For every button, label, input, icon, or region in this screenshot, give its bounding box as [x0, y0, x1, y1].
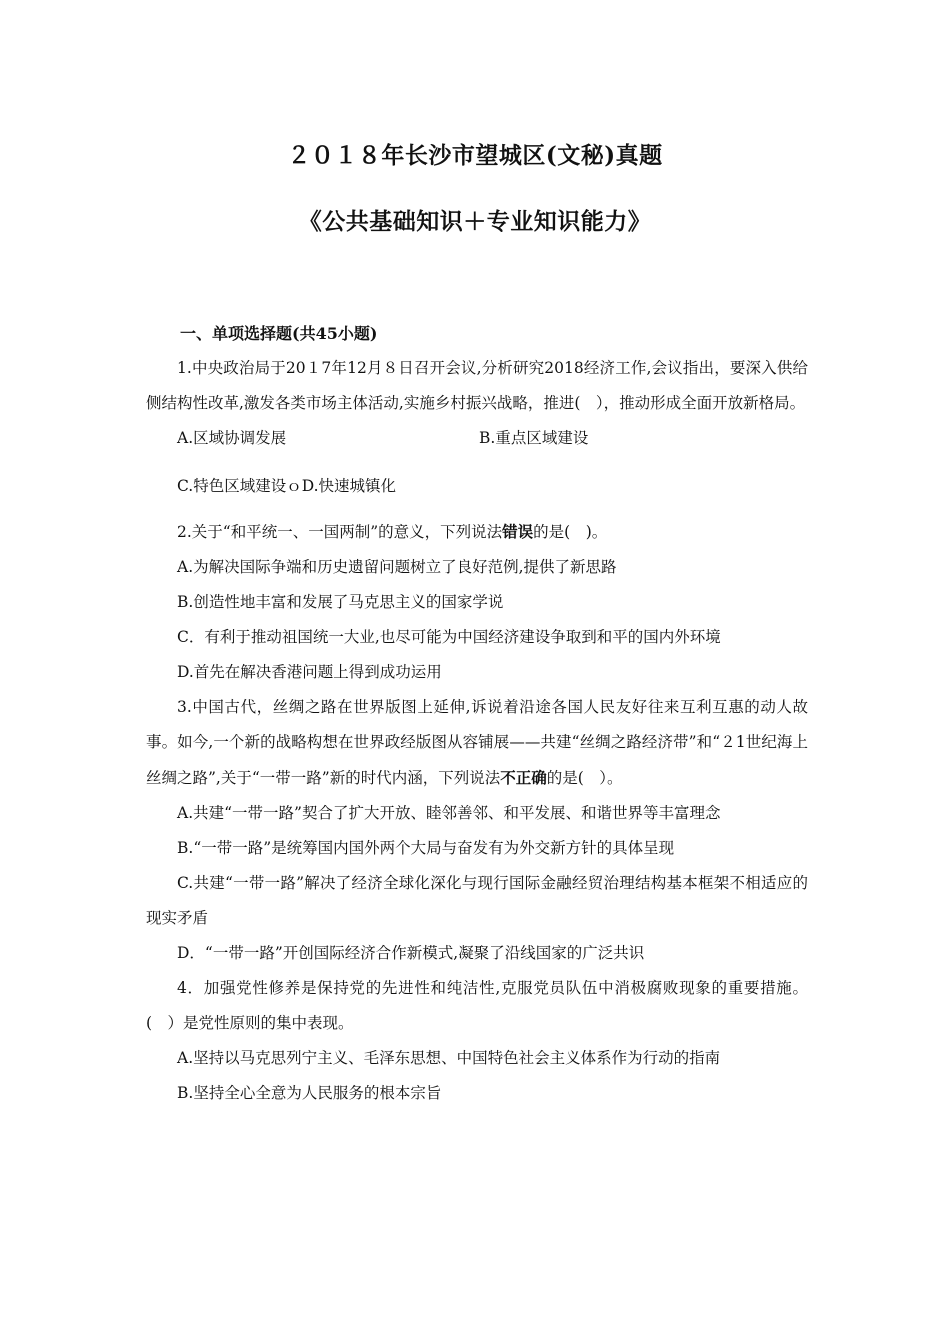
question-2-option-c: C．有利于推动祖国统一大业,也尽可能为中国经济建设争取到和平的国内外环境 — [177, 628, 721, 646]
question-4-stem: 4．加强党性修养是保持党的先进性和纯洁性,克服党员队伍中消极腐败现象的重要措施。( ）是党性原则的集中表现。 — [146, 979, 808, 1032]
question-1-options-row — [146, 421, 808, 469]
question-3-option-c: C.共建“一带一路”解决了经济全球化深化与现行国际金融经贸治理结构基本框架不相适应的现实矛盾 — [146, 874, 808, 927]
question-1-option-cd: C.特色区域建设ｏD.快速城镇化 — [177, 477, 397, 495]
question-1-stem: 1.中央政治局于20１7年12月８日召开会议,分析研究2018经济工作,会议指出，要深入供给侧结构性改革,激发各类市场主体活动,实施乡村振兴战略，推进( ），推动形成全面开放新格局。 — [146, 359, 808, 412]
section-heading: 一、单项选择题(共45小题) — [180, 324, 378, 343]
question-2-stem — [146, 514, 808, 550]
question-4-option-a: A.坚持以马克思列宁主义、毛泽东思想、中国特色社会主义体系作为行动的指南 — [177, 1049, 721, 1067]
question-3-stem-emphasis: 不正确 — [500, 768, 547, 787]
document-title: ２０１８年长沙市望城区(文秘)真题 — [287, 142, 663, 169]
question-2-stem-emphasis: 错误 — [502, 522, 534, 541]
question-3-stem-after: 的是( ）。 — [546, 769, 623, 787]
question-2-stem-after: 的是( )。 — [533, 523, 608, 541]
question-list — [146, 351, 808, 1111]
question-1-option-b: B.重点区域建设 — [479, 429, 589, 447]
question-3-stem — [146, 690, 808, 796]
question-3-stem-before: 3.中国古代，丝绸之路在世界版图上延伸,诉说着沿途各国人民友好往来互利互惠的动人故事。如今,一个新的战略构想在世界政经版图从容铺展——共建“丝绸之路经济带”和“２1世纪海上丝绸之路”,关于“一带一路”新的时代内涵，下列说法 — [146, 698, 808, 787]
question-3-option-b: B.“一带一路”是统筹国内国外两个大局与奋发有为外交新方针的具体呈现 — [177, 839, 675, 857]
question-2-option-a: A.为解决国际争端和历史遗留问题树立了良好范例,提供了新思路 — [177, 558, 617, 576]
question-3-option-d: D．“一带一路”开创国际经济合作新模式,凝聚了沿线国家的广泛共识 — [177, 944, 645, 962]
question-3-option-a: A.共建“一带一路”契合了扩大开放、睦邻善邻、和平发展、和谐世界等丰富理念 — [177, 804, 721, 822]
question-1-option-a: A.区域协调发展 — [177, 429, 287, 447]
question-2-stem-before: 2.关于“和平统一、一国两制”的意义，下列说法 — [177, 523, 503, 541]
question-4-option-b: B.坚持全心全意为人民服务的根本宗旨 — [177, 1084, 442, 1102]
question-2-option-d: D.首先在解决香港问题上得到成功运用 — [177, 663, 442, 681]
question-2-option-b: B.创造性地丰富和发展了马克思主义的国家学说 — [177, 593, 504, 611]
document-subtitle: 《公共基础知识＋专业知识能力》 — [298, 208, 652, 235]
